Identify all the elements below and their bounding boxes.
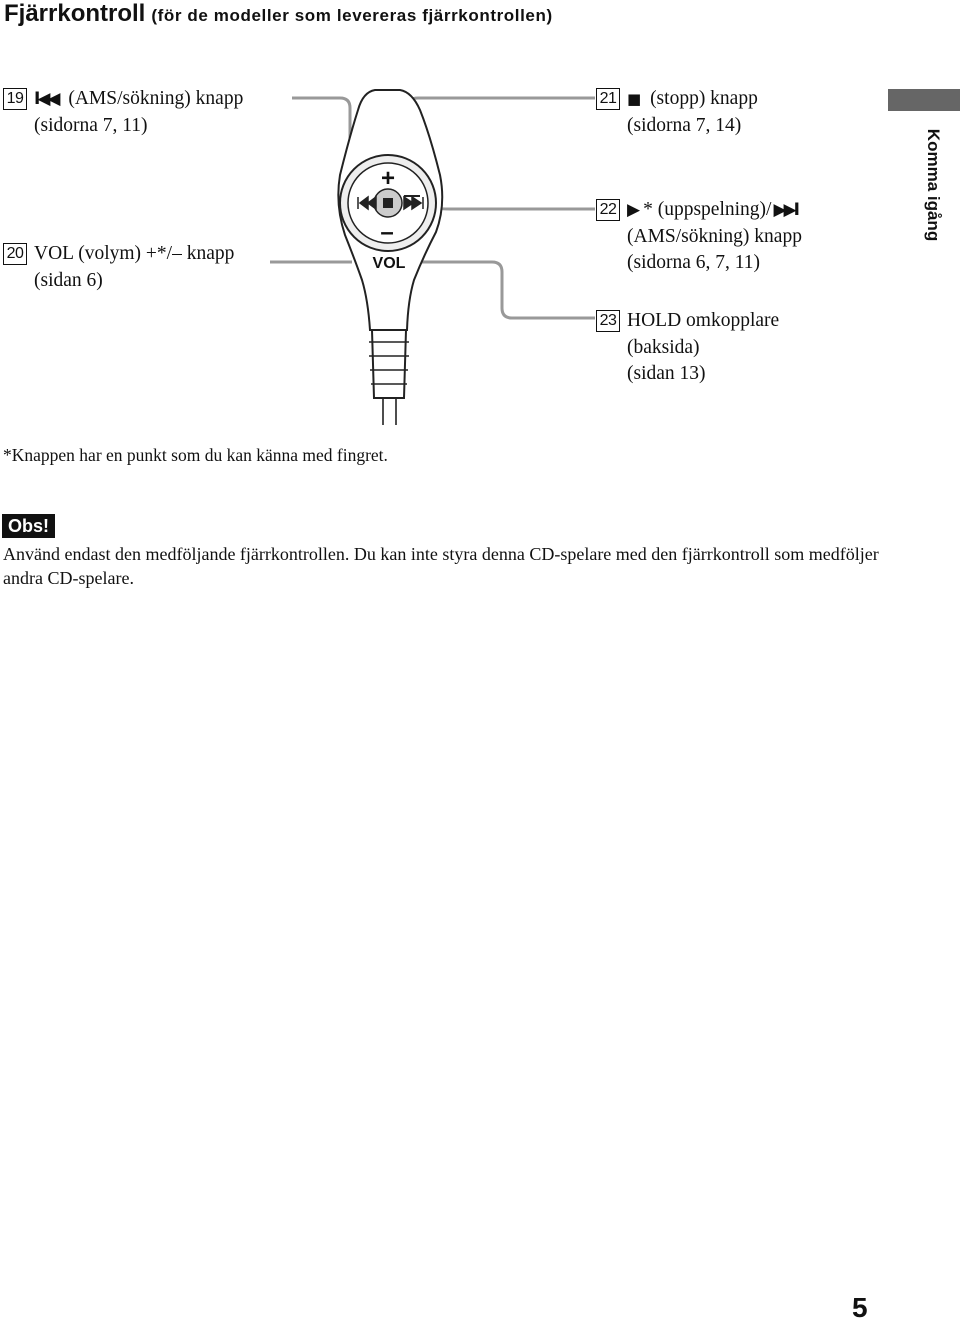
volume-minus-glyph: – [380, 219, 394, 246]
callout-21 [596, 86, 758, 139]
previous-track-icon: I◀◀ [34, 89, 58, 109]
callout-text: (AMS/sökning) knapp [627, 225, 802, 247]
callout-text: * (uppspelning)/ [643, 199, 772, 220]
callout-text: (sidan 13) [627, 363, 706, 384]
callout-number: 19 [3, 88, 27, 110]
leader-line-22 [425, 205, 595, 209]
note-text: Använd endast den medföljande fjärrkontrollen. Du kan inte styra denna CD-spelare med den fjärrkontroll som medföljer andra CD-spelare. [3, 544, 879, 588]
callout-text: (sidorna 6, 7, 11) [627, 252, 761, 273]
stop-icon: ■ [627, 90, 640, 108]
vol-label: VOL [372, 255, 406, 272]
footnote: *Knappen har en punkt som du kan känna med fingret. [3, 445, 388, 465]
callout-number: 23 [596, 310, 620, 332]
title-main: Fjärrkontroll [4, 0, 146, 27]
remote-control-illustration [0, 0, 960, 440]
callout-text: (sidorna 7, 11) [34, 114, 148, 136]
callout-22 [596, 197, 803, 277]
next-track-icon: ▶▶I [773, 200, 797, 220]
volume-plus-glyph: + [380, 165, 396, 192]
title-sub: (för de modeller som levereras fjärrkontrollen) [151, 6, 553, 25]
callout-text: (baksida) [627, 336, 700, 358]
callout-text: (stopp) knapp [650, 88, 758, 109]
callout-20 [3, 241, 234, 294]
play-icon: ▶ [627, 200, 638, 220]
note-heading-badge: Obs! [2, 514, 55, 538]
callout-number: 22 [596, 199, 620, 221]
page-number: 5 [852, 1292, 868, 1323]
callout-text: (sidan 6) [34, 269, 103, 291]
section-tab-label: Komma igång [924, 128, 943, 242]
callout-23 [596, 308, 779, 388]
stop-button-icon [383, 198, 393, 208]
leader-line-23 [412, 262, 595, 318]
callout-text: VOL (volym) +*/– knapp [34, 243, 235, 264]
callout-text: (sidorna 7, 14) [627, 114, 742, 136]
callout-text: (AMS/sökning) knapp [68, 88, 244, 109]
callout-text: HOLD omkopplare [627, 310, 780, 331]
callout-number: 20 [3, 243, 27, 265]
callout-19 [3, 86, 243, 139]
callout-number: 21 [596, 88, 620, 110]
